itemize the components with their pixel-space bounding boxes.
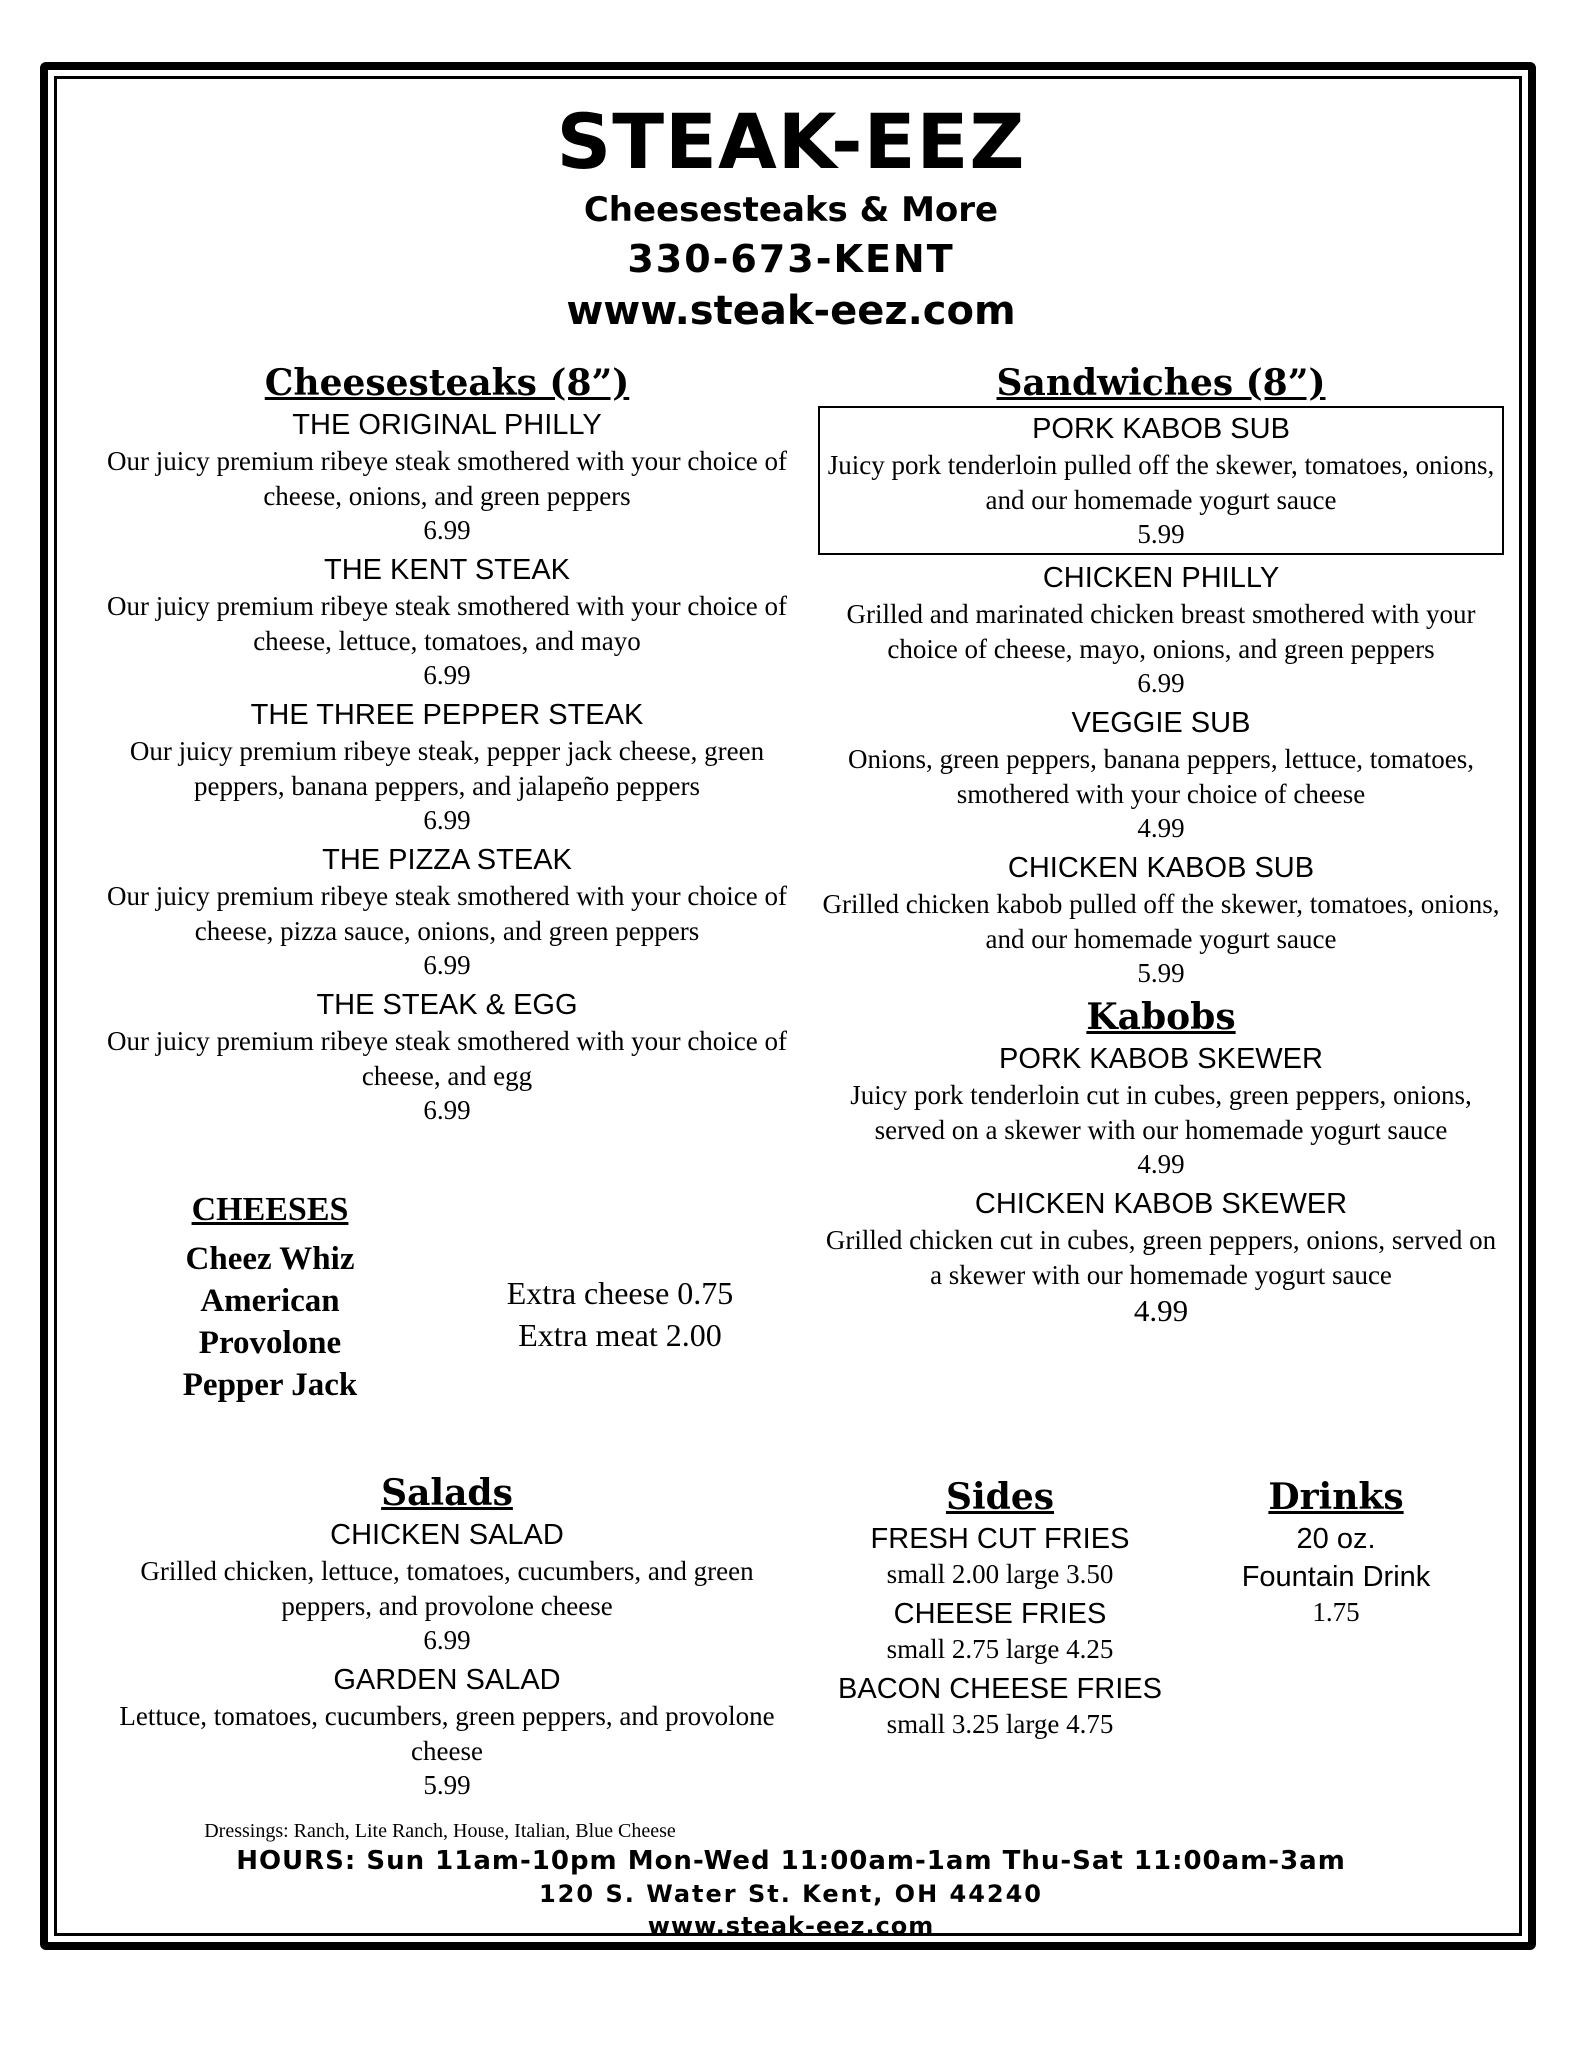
menu-header <box>0 98 1582 338</box>
menu-item <box>110 1661 784 1802</box>
menu-item <box>818 1040 1504 1181</box>
menu-item <box>818 704 1504 845</box>
item-description: Our juicy premium ribeye steak smothered with your choice of cheese, pizza sauce, onions, and green peppers <box>106 881 788 946</box>
side-item <box>830 1595 1170 1666</box>
item-description: Juicy pork tenderloin pulled off the skewer, tomatoes, onions, and our homemade yogurt sauce <box>827 450 1495 515</box>
item-name: GARDEN SALAD <box>333 1664 561 1696</box>
item-description: Our juicy premium ribeye steak smothered with your choice of cheese, lettuce, tomatoes, and mayo <box>106 591 788 656</box>
menu-item <box>110 1516 784 1657</box>
item-description: Grilled chicken kabob pulled off the skewer, tomatoes, onions, and our homemade yogurt sauce <box>822 889 1500 954</box>
item-description: Our juicy premium ribeye steak smothered with your choice of cheese, and egg <box>106 1026 788 1091</box>
item-description: Our juicy premium ribeye steak smothered with your choice of cheese, onions, and green peppers <box>106 446 788 511</box>
item-price: small 2.75 large 4.25 <box>886 1634 1114 1664</box>
item-description: Onions, green peppers, banana peppers, lettuce, tomatoes, smothered with your choice of cheese <box>847 744 1475 809</box>
side-item <box>830 1670 1170 1741</box>
drink-size: 20 oz. <box>1296 1523 1376 1555</box>
item-name: FRESH CUT FRIES <box>870 1523 1130 1555</box>
restaurant-phone: 330-673-KENT <box>627 237 955 281</box>
item-price: 6.99 <box>423 660 471 690</box>
menu-item <box>100 406 794 547</box>
menu-footer <box>0 1818 1582 1942</box>
item-name: THE THREE PEPPER STEAK <box>250 699 644 731</box>
kabobs-heading: Kabobs <box>1086 996 1236 1038</box>
cheese-option: Pepper Jack <box>182 1367 358 1403</box>
item-description: Grilled chicken cut in cubes, green peppers, onions, served on a skewer with our homemade yogurt sauce <box>825 1225 1497 1290</box>
item-price: small 2.00 large 3.50 <box>886 1559 1114 1589</box>
item-description: Grilled and marinated chicken breast smothered with your choice of cheese, mayo, onions, and green peppers <box>846 599 1476 664</box>
cheeses-section <box>140 1188 400 1406</box>
item-name: PORK KABOB SUB <box>1032 413 1290 445</box>
drink-price: 1.75 <box>1312 1597 1360 1627</box>
menu-item <box>100 986 794 1127</box>
restaurant-name: STEAK-EEZ <box>556 97 1026 186</box>
menu-item <box>818 849 1504 990</box>
cheesesteaks-section <box>100 360 794 1131</box>
cheese-option: American <box>200 1283 340 1319</box>
item-price: 6.99 <box>423 950 471 980</box>
item-name: CHICKEN KABOB SKEWER <box>974 1188 1348 1220</box>
menu-item <box>100 696 794 837</box>
item-description: Lettuce, tomatoes, cucumbers, green peppers, and provolone cheese <box>119 1701 775 1766</box>
item-name: PORK KABOB SKEWER <box>999 1043 1323 1075</box>
item-name: CHEESE FRIES <box>893 1598 1107 1630</box>
cheeses-heading: CHEESES <box>191 1191 349 1228</box>
item-price: 4.99 <box>1137 813 1185 843</box>
item-price: 6.99 <box>423 515 471 545</box>
item-name: CHICKEN SALAD <box>330 1519 564 1551</box>
item-name: CHICKEN PHILLY <box>1042 562 1280 594</box>
restaurant-website: www.steak-eez.com <box>566 288 1016 334</box>
item-price: 6.99 <box>423 1625 471 1655</box>
item-name: VEGGIE SUB <box>1071 707 1251 739</box>
sides-section <box>830 1474 1170 1745</box>
item-name: BACON CHEESE FRIES <box>838 1673 1162 1705</box>
menu-item <box>818 559 1504 700</box>
sides-heading: Sides <box>945 1476 1055 1518</box>
item-name: THE ORIGINAL PHILLY <box>292 409 602 441</box>
drinks-section <box>1196 1474 1476 1629</box>
item-name: CHICKEN KABOB SUB <box>1007 852 1315 884</box>
menu-item <box>100 841 794 982</box>
sandwiches-section <box>818 360 1504 1333</box>
menu-item <box>100 551 794 692</box>
item-price: 5.99 <box>1137 519 1185 549</box>
hours-line: HOURS: Sun 11am-10pm Mon-Wed 11:00am-1am Thu-Sat 11:00am-3am <box>236 1846 1346 1876</box>
item-price: 6.99 <box>423 1095 471 1125</box>
item-price: 4.99 <box>1137 1149 1185 1179</box>
item-description: Grilled chicken, lettuce, tomatoes, cucumbers, and green peppers, and provolone cheese <box>140 1556 754 1621</box>
cheesesteaks-heading: Cheesesteaks (8”) <box>264 362 630 404</box>
dressings-note: Dressings: Ranch, Lite Ranch, House, Italian, Blue Cheese <box>204 1820 676 1842</box>
side-item <box>830 1520 1170 1591</box>
cheese-list <box>140 1238 400 1406</box>
item-price: small 3.25 large 4.75 <box>886 1709 1114 1739</box>
drink-name: Fountain Drink <box>1241 1561 1431 1593</box>
menu-item-featured <box>818 406 1504 555</box>
item-price: 4.99 <box>1133 1293 1189 1328</box>
salads-section <box>110 1470 784 1806</box>
footer-website: www.steak-eez.com <box>647 1912 935 1940</box>
drinks-heading: Drinks <box>1268 1476 1404 1518</box>
salads-heading: Salads <box>381 1472 513 1514</box>
sandwiches-heading: Sandwiches (8”) <box>996 362 1326 404</box>
restaurant-tagline: Cheesesteaks & More <box>583 190 999 230</box>
cheese-option: Provolone <box>198 1325 342 1361</box>
extra-cheese-price: Extra cheese 0.75 <box>506 1275 734 1311</box>
address-line: 120 S. Water St. Kent, OH 44240 <box>538 1880 1044 1908</box>
item-price: 6.99 <box>423 805 471 835</box>
cheese-option: Cheez Whiz <box>185 1241 355 1277</box>
item-price: 5.99 <box>423 1770 471 1800</box>
item-name: THE STEAK & EGG <box>316 989 578 1021</box>
item-name: THE PIZZA STEAK <box>322 844 572 876</box>
item-price: 6.99 <box>1137 668 1185 698</box>
item-description: Juicy pork tenderloin cut in cubes, green peppers, onions, served on a skewer with our homemade yogurt sauce <box>850 1080 1472 1145</box>
item-name: THE KENT STEAK <box>323 554 571 586</box>
item-description: Our juicy premium ribeye steak, pepper jack cheese, green peppers, banana peppers, and jalapeño peppers <box>129 736 765 801</box>
extra-meat-price: Extra meat 2.00 <box>518 1317 722 1353</box>
extras-block <box>440 1272 800 1356</box>
menu-item <box>818 1185 1504 1329</box>
item-price: 5.99 <box>1137 958 1185 988</box>
